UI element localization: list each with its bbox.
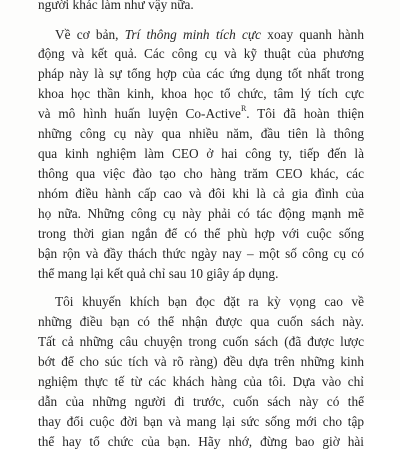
text-line: Về cơ bản, Trí thông minh tích cực xoay quanh hành	[55, 27, 364, 42]
text-line: dẫn của những người đi trước, cuốn sách này có thể	[38, 394, 364, 409]
text-line: thể hay tổ chức của bạn. Hãy nhớ, đừng bao giờ hài	[38, 434, 364, 449]
text-line: và mô hình huấn luyện Co-Active$^R$. Tôi đã hoàn thiện	[38, 104, 364, 121]
text-line: qua kinh nghiệm làm CEO ở hai công ty, tiếp đến là	[38, 146, 364, 161]
book-title: Trí thông minh tích cực	[124, 27, 262, 42]
text-line: trong thời gian ngắn để có thể phù hợp với cuộc sống	[38, 226, 364, 241]
text-line: nghiệm thực tế từ các khách hàng của tôi. Dựa vào chỉ	[38, 374, 364, 389]
text-line: bận rộn và đầy thách thức ngày nay – một số công cụ có	[38, 246, 364, 261]
text-line: bớt để cho súc tích và rõ ràng) đều dựa trên những kinh	[38, 354, 364, 369]
text-line: người khác làm như vậy nữa.	[38, 0, 194, 12]
text-line: động và kết quả. Các công cụ và kỹ thuật của phương	[38, 46, 364, 61]
text-line: khoa học thần kinh, khoa học tổ chức, tâm lý tích cực	[38, 86, 364, 101]
text-line: Tất cả những câu chuyện trong cuốn sách (đã được lược	[38, 334, 364, 349]
text-line: thông qua việc đào tạo cho hàng trăm CEO khác, các	[38, 166, 364, 181]
text-line: thay đổi cuộc đời bạn và mang lại sức sống mới cho tập	[38, 414, 364, 429]
registered-mark: R	[240, 104, 247, 113]
text-line: những công cụ này qua nhiều năm, đầu tiên là thông	[38, 126, 364, 141]
text-line: thể mang lại kết quả chỉ sau 10 giây áp dụng.	[38, 266, 279, 281]
text-line: pháp này là sự tổng hợp của các ứng dụng tốt nhất trong	[38, 66, 364, 81]
text-line: nhóm điều hành cấp cao và đôi khi là cả gia đình của	[38, 186, 364, 201]
text-line: họ nữa. Những công cụ này phải có tác động mạnh mẽ	[38, 206, 364, 221]
text-line: Tôi khuyến khích bạn đọc đặt ra kỳ vọng cao về	[55, 294, 364, 309]
text-line: những điều bạn có thể nhận được qua cuốn sách này.	[38, 314, 364, 329]
